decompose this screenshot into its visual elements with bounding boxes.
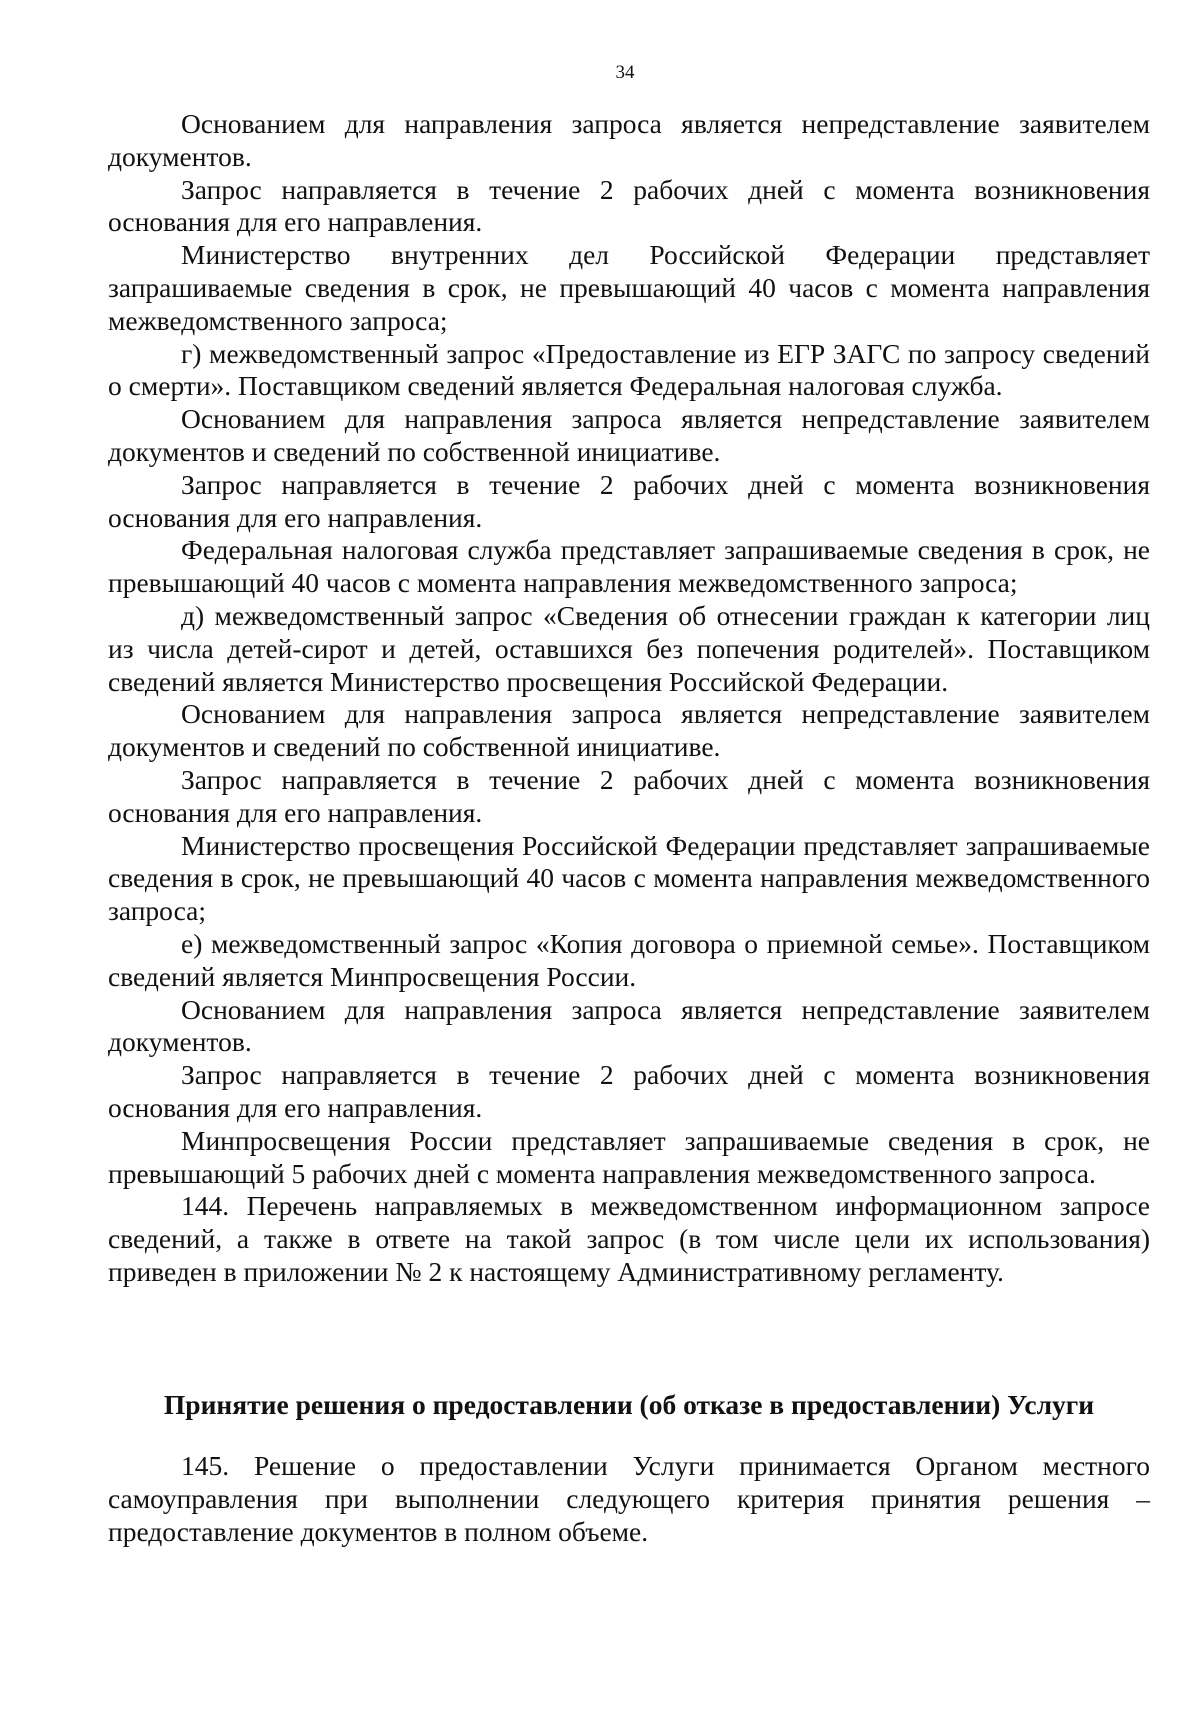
paragraph: Федеральная налоговая служба представляет запрашиваемые сведения в срок, не превышающий 40 часов с момента направления межведомственного запроса; [108,534,1150,599]
paragraph: д) межведомственный запрос «Сведения об отнесении граждан к категории лиц из числа детей-сирот и детей, оставшихся без попечения родителей». Поставщиком сведений является Министерство просвещения Российской Федерации. [108,599,1150,697]
page-number: 34 [615,62,635,83]
paragraph: Основанием для направления запроса является непредставление заявителем документов и сведений по собственной инициативе. [108,403,1150,467]
paragraph: г) межведомственный запрос «Предоставление из ЕГР ЗАГС по запросу сведений о смерти». Поставщиком сведений является Федеральная налоговая служба. [108,337,1150,402]
paragraph: Запрос направляется в течение 2 рабочих дней с момента возникновения основания для его направления. [108,173,1150,238]
paragraph: Основанием для направления запроса является непредставление заявителем документов. [108,108,1150,172]
document-body [108,108,1150,1289]
section-body [108,1450,1150,1548]
paragraph: Министерство просвещения Российской Федерации представляет запрашиваемые сведения в срок, не превышающий 40 часов с момента направления межведомственного запроса; [108,829,1150,927]
paragraph: е) межведомственный запрос «Копия договора о приемной семье». Поставщиком сведений является Минпросвещения России. [108,927,1150,992]
paragraph: Запрос направляется в течение 2 рабочих дней с момента возникновения основания для его направления. [108,1059,1150,1123]
paragraph: Основанием для направления запроса является непредставление заявителем документов. [108,993,1150,1058]
paragraph: Запрос направляется в течение 2 рабочих дней с момента возникновения основания для его направления. [108,763,1150,828]
section-heading: Принятие решения о предоставлении (об отказе в предоставлении) Услуги [163,1389,1095,1420]
paragraph: 144. Перечень направляемых в межведомственном информационном запросе сведений, а также в ответе на такой запрос (в том числе цели их использования) приведен в приложении № 2 к настоящему Административному регламенту. [108,1190,1150,1287]
paragraph: Запрос направляется в течение 2 рабочих дней с момента возникновения основания для его направления. [108,468,1150,533]
paragraph: 145. Решение о предоставлении Услуги принимается Органом местного самоуправления при выполнении следующего критерия принятия решения – предоставление документов в полном объеме. [108,1450,1150,1547]
paragraph: Министерство внутренних дел Российской Федерации представляет запрашиваемые сведения в срок, не превышающий 40 часов с момента направления межведомственного запроса; [108,239,1150,336]
paragraph: Основанием для направления запроса является непредставление заявителем документов и сведений по собственной инициативе. [108,698,1150,763]
paragraph: Минпросвещения России представляет запрашиваемые сведения в срок, не превышающий 5 рабочих дней с момента направления межведомственного запроса. [108,1124,1150,1189]
